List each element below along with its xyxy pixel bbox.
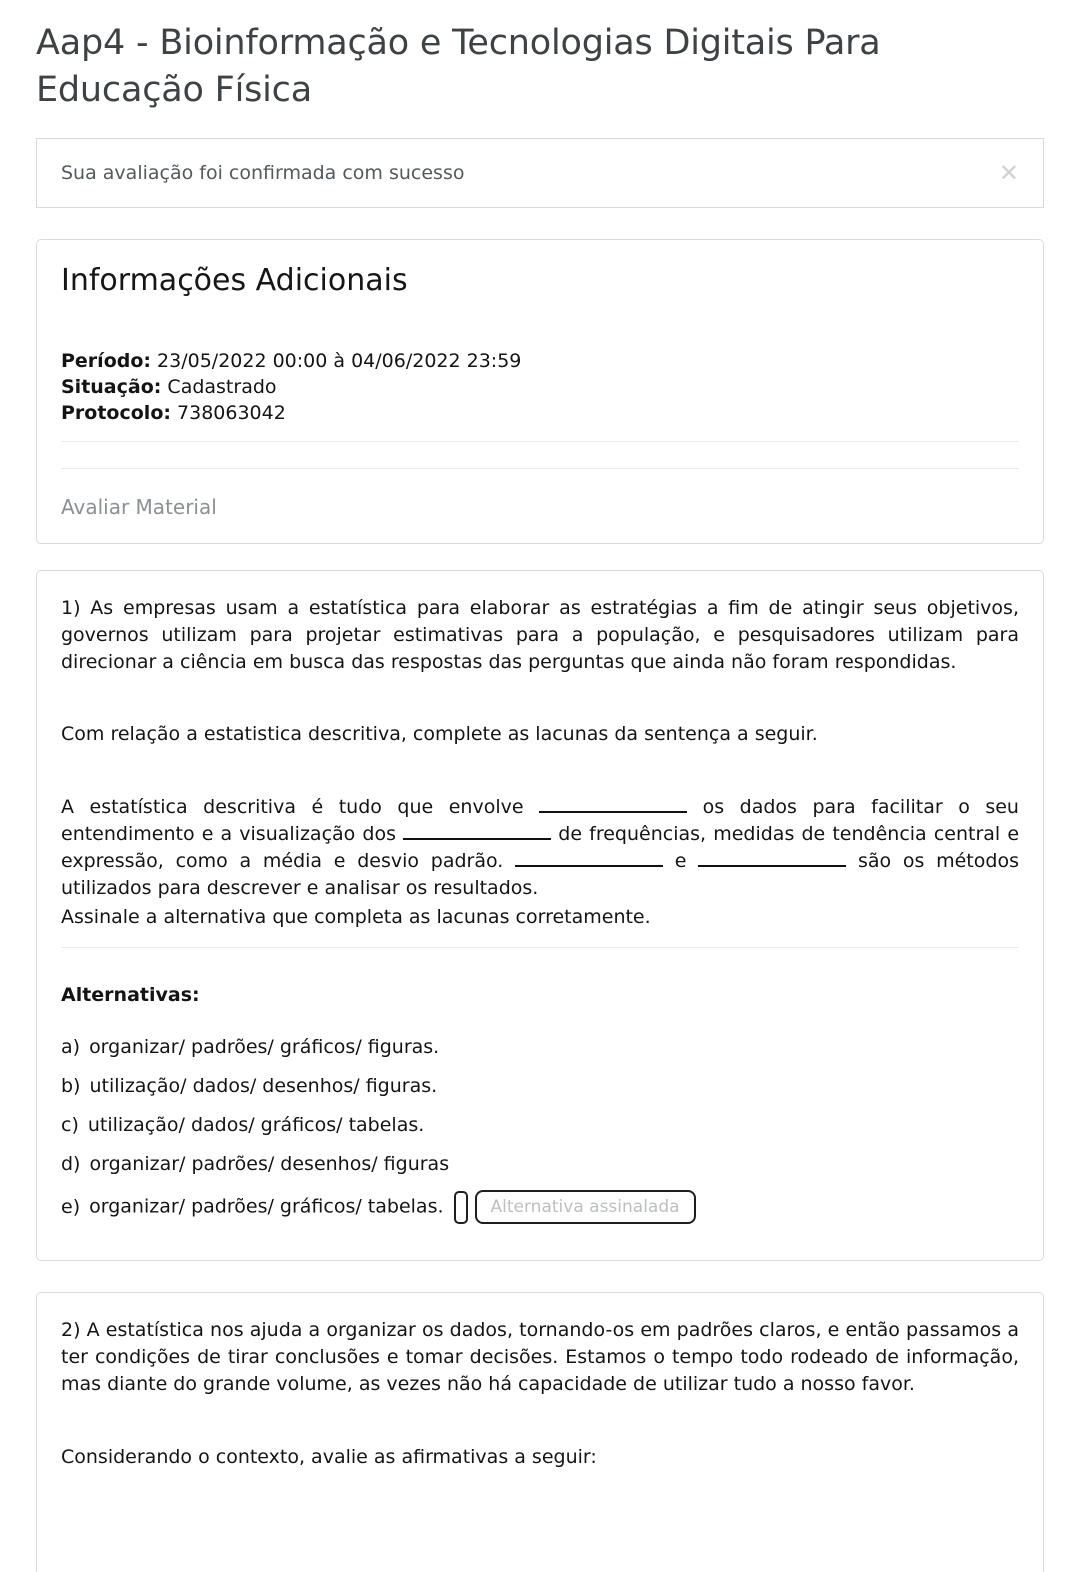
blank-line — [539, 811, 687, 813]
alternative-text: utilização/ dados/ desenhos/ figuras. — [89, 1075, 438, 1097]
alternative-text: organizar/ padrões/ desenhos/ figuras — [89, 1153, 450, 1175]
alternative-letter: d) — [61, 1153, 81, 1175]
info-field-situacao — [61, 374, 1019, 400]
alert-message: Sua avaliação foi confirmada com sucesso — [61, 162, 465, 184]
fill-text: A estatística descritiva é tudo que envolve — [61, 796, 524, 818]
question-2-instruction: Considerando o contexto, avalie as afirmativas a seguir: — [61, 1446, 597, 1468]
alternative-c — [61, 1112, 1019, 1139]
additional-info-card — [36, 239, 1044, 544]
page-container — [0, 20, 1078, 1572]
alternative-b — [61, 1073, 1019, 1100]
divider — [61, 947, 1019, 948]
close-icon[interactable]: ✕ — [998, 159, 1019, 187]
selected-marker-box — [454, 1191, 468, 1224]
info-field-label: Situação: — [61, 376, 162, 398]
success-alert — [36, 138, 1044, 208]
selected-alternative-badge: Alternativa assinalada — [475, 1190, 696, 1224]
info-field-label: Período: — [61, 350, 151, 372]
alternative-text: organizar/ padrões/ gráficos/ tabelas. — [89, 1195, 444, 1218]
alternative-d — [61, 1151, 1019, 1178]
alternative-e — [61, 1190, 1019, 1224]
divider — [61, 468, 1019, 469]
question-2-card — [36, 1292, 1044, 1572]
info-field-protocolo — [61, 400, 1019, 426]
question-2-text: 2) A estatística nos ajuda a organizar os dados, tornando-os em padrões claros, e então passamos a ter condições de tirar conclusões e tomar decisões. Estamos o tempo todo rodeado de informação, mas diante do grande volume, as vezes não há capacidade de utilizar tudo a nosso favor. — [61, 1319, 1019, 1395]
question-1-text: 1) As empresas usam a estatística para elaborar as estratégias a fim de atingir seus objetivos, governos utilizam para projetar estimativas para a população, e pesquisadores utilizam para direcionar a ciência em busca das respostas das perguntas que ainda não foram respondidas. — [61, 597, 1019, 673]
question-1-card — [36, 570, 1044, 1261]
question-1-fill-sentence — [61, 794, 1019, 902]
info-fields — [61, 348, 1019, 426]
alternative-letter: b) — [61, 1075, 81, 1097]
fill-text: são os métodos utilizados para descrever e analisar os resultados. — [61, 850, 1019, 899]
divider — [61, 441, 1019, 442]
alternative-text: utilização/ dados/ gráficos/ tabelas. — [87, 1114, 425, 1136]
info-field-value: Cadastrado — [167, 376, 277, 398]
info-field-value: 23/05/2022 00:00 à 04/06/2022 23:59 — [157, 350, 522, 372]
alternative-text: organizar/ padrões/ gráficos/ figuras. — [89, 1036, 440, 1058]
info-card-heading: Informações Adicionais — [61, 263, 408, 298]
info-field-value: 738063042 — [177, 402, 286, 424]
alternative-letter: e) — [61, 1195, 81, 1218]
fill-text: e — [674, 850, 687, 872]
page-title: Aap4 - Bioinformação e Tecnologias Digitais Para Educação Física — [36, 23, 881, 110]
question-1-instruction: Com relação a estatistica descritiva, complete as lacunas da sentença a seguir. — [61, 723, 818, 745]
question-1-prompt: Assinale a alternativa que completa as lacunas corretamente. — [61, 906, 651, 928]
blank-line — [403, 838, 551, 840]
alternative-letter: c) — [61, 1114, 79, 1136]
fill-text: os dados para facilitar o seu entendimento e a visualização dos — [61, 796, 1019, 845]
alternative-a — [61, 1034, 1019, 1061]
blank-line — [515, 865, 663, 867]
fill-text: de frequências, medidas de tendência central e expressão, como a média e desvio padrão. — [61, 823, 1020, 872]
blank-line — [698, 865, 846, 867]
alternative-letter: a) — [61, 1036, 81, 1058]
avaliar-material-link[interactable]: Avaliar Material — [61, 495, 217, 519]
info-field-periodo — [61, 348, 1019, 374]
info-field-label: Protocolo: — [61, 402, 171, 424]
alternatives-label: Alternativas: — [61, 984, 200, 1006]
